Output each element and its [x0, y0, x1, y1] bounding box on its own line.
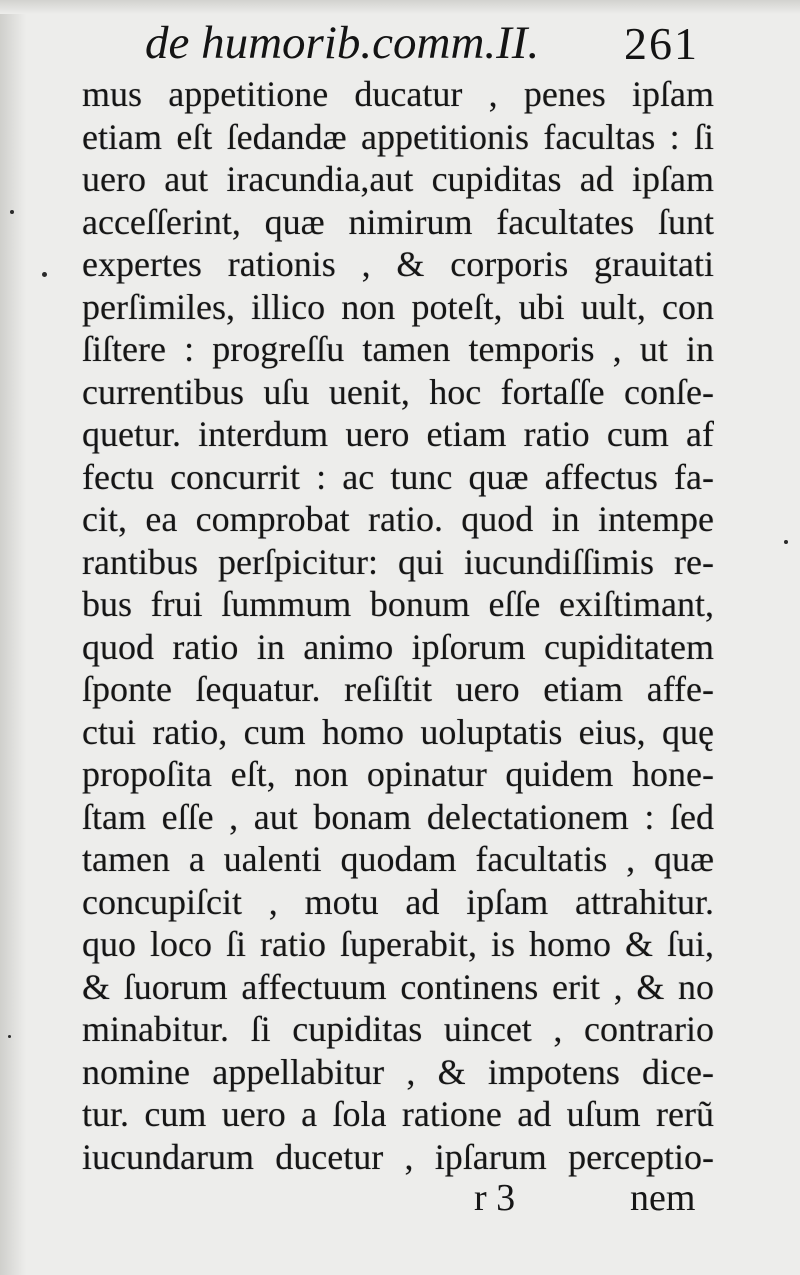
text-line: etiam eſt ſedandæ appetitionis facultas : ſi: [82, 116, 714, 157]
text-line: perſimiles, illico non poteſt, ubi uult, con: [82, 286, 714, 327]
text-line: uero aut iracundia,aut cupiditas ad ipſam: [82, 159, 714, 199]
text-line: rantibus perſpicitur: qui iucundiſſimis re-: [82, 541, 714, 582]
text-line: tamen a ualenti quodam facultatis , quæ: [82, 839, 714, 879]
text-line: cit, ea comprobat ratio. quod in intempe: [82, 499, 714, 539]
page-number: 261: [624, 18, 699, 69]
text-line: fectu concurrit : ac tunc quæ affectus fa-: [82, 456, 714, 497]
text-line: ſponte ſequatur. reſiſtit uero etiam affe-: [82, 669, 714, 709]
ink-speck: [8, 1035, 11, 1038]
text-line: ſiſtere : progreſſu tamen temporis , ut in: [82, 329, 714, 369]
text-line: quo loco ſi ratio ſuperabit, is homo & ſui,: [82, 924, 714, 964]
text-line: minabitur. ſi cupiditas uincet , contrario: [82, 1009, 714, 1049]
text-line: concupiſcit , motu ad ipſam attrahitur.: [82, 881, 714, 922]
text-line: ſtam eſſe , aut bonam delectationem : ſed: [82, 796, 714, 837]
text-line: iucundarum ducetur , ipſarum perceptio-: [82, 1136, 714, 1177]
ink-speck: [10, 210, 14, 214]
text-line: propoſita eſt, non opinatur quidem hone-: [82, 754, 714, 794]
ink-speck: [42, 272, 47, 277]
text-line: & ſuorum affectuum continens erit , & no: [82, 966, 714, 1007]
text-line: quetur. interdum uero etiam ratio cum af: [82, 414, 714, 454]
text-line: mus appetitione ducatur , penes ipſam: [82, 74, 714, 114]
signature-mark: r 3: [474, 1177, 516, 1219]
page-top-shadow: [0, 0, 800, 14]
text-line: acceſſerint, quæ nimirum facultates ſunt: [82, 201, 714, 242]
text-line: quod ratio in animo ipſorum cupiditatem: [82, 626, 714, 667]
page-gutter-shadow: [0, 0, 26, 1275]
ink-speck: [784, 540, 788, 544]
text-line: nomine appellabitur , & impotens dice-: [82, 1051, 714, 1092]
text-line: expertes rationis , & corporis grauitati: [82, 244, 714, 284]
text-line: bus frui ſummum bonum eſſe exiſtimant,: [82, 584, 714, 624]
catchword: nem: [630, 1177, 696, 1219]
text-line: tur. cum uero a ſola ratione ad uſum rerũ: [82, 1094, 714, 1134]
text-line: currentibus uſu uenit, hoc fortaſſe conſe-: [82, 371, 714, 412]
running-title: de humorib.comm.II.: [145, 17, 540, 69]
body-text: [82, 73, 714, 1178]
text-line: ctui ratio, cum homo uoluptatis eius, quę: [82, 711, 714, 752]
